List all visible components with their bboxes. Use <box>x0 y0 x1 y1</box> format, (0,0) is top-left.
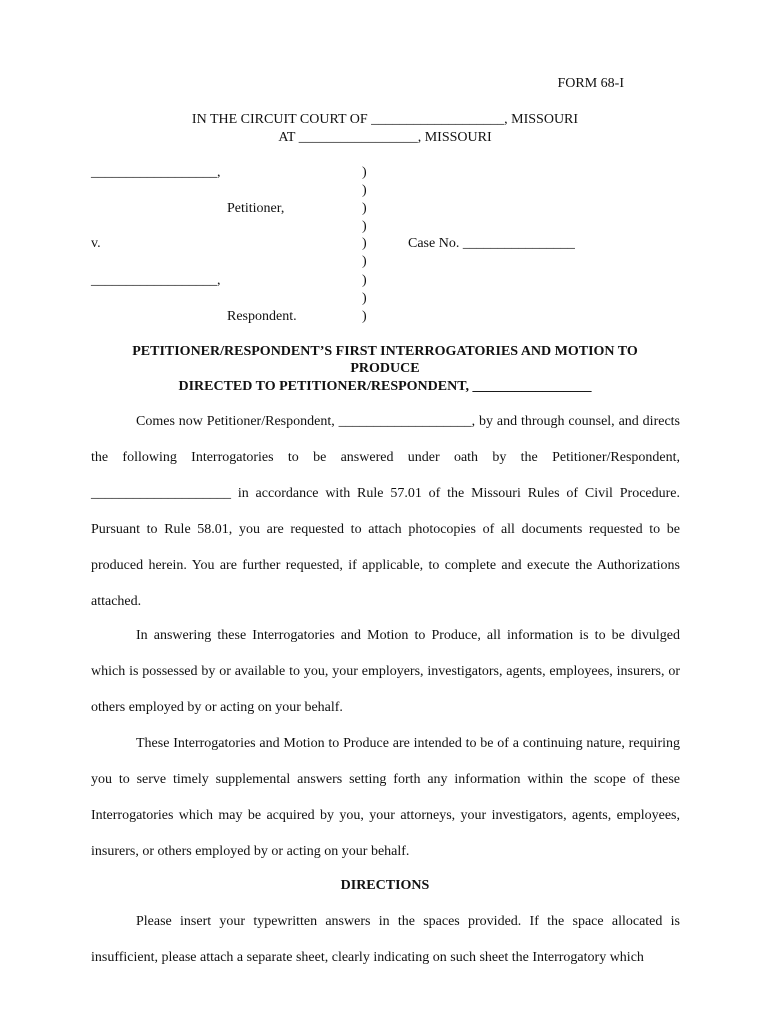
directions-heading: DIRECTIONS <box>340 878 430 893</box>
paragraph-intro <box>91 404 680 620</box>
paragraph-scope <box>91 618 680 726</box>
respondent-blank: __________________, <box>91 273 221 288</box>
caption-paren: ) <box>362 165 367 180</box>
caption-paren: ) <box>362 273 367 288</box>
caption-paren: ) <box>362 219 367 234</box>
petitioner-blank: __________________, <box>91 165 221 180</box>
form-number: FORM 68-I <box>557 76 624 91</box>
court-line-2: AT _________________, MISSOURI <box>278 130 492 145</box>
case-number: Case No. ________________ <box>408 236 575 251</box>
document-title-line-1: PETITIONER/RESPONDENT’S FIRST INTERROGATORIES AND MOTION TO <box>132 344 638 359</box>
caption-paren: ) <box>362 201 367 216</box>
paragraph-directions-text: Please insert your typewritten answers in the spaces provided. If the space allocated is insufficient, please attach a separate sheet, clearly indicating on such sheet the Interrogatory which <box>91 914 680 965</box>
versus: v. <box>91 236 101 251</box>
respondent-label: Respondent. <box>227 309 297 324</box>
caption-paren: ) <box>362 254 367 269</box>
paragraph-continuing-text: These Interrogatories and Motion to Produce are intended to be of a continuing nature, requiring you to serve timely supplemental answers setting forth any information within the scope of these Interrogatories which may be acquired by you, your attorneys, your investigators, agents, employees, insurers, or others employed by or acting on your behalf. <box>91 736 680 859</box>
paragraph-intro-text: Comes now Petitioner/Respondent, ___________________, by and through counsel, and directs the following Interrogatories to be answered under oath by the Petitioner/Respondent, ____________________ in accordance with Rule 57.01 of the Missouri Rules of Civil Procedure. Pursuant to Rule 58.01, you are requested to attach photocopies of all documents requested to be produced herein. You are further requested, if applicable, to complete and execute the Authorizations attached. <box>91 414 680 609</box>
caption-paren: ) <box>362 309 367 324</box>
paragraph-scope-text: In answering these Interrogatories and Motion to Produce, all information is to be divulged which is possessed by or available to you, your employers, investigators, agents, employees, insurers, or others employed by or acting on your behalf. <box>91 628 680 715</box>
caption-paren: ) <box>362 183 367 198</box>
paragraph-continuing <box>91 726 680 870</box>
document-title-line-2: PRODUCE <box>350 361 420 376</box>
caption-paren: ) <box>362 291 367 306</box>
document-title-line-3: DIRECTED TO PETITIONER/RESPONDENT, _________________ <box>178 379 592 394</box>
petitioner-label: Petitioner, <box>227 201 285 216</box>
paragraph-directions <box>91 904 680 976</box>
court-line-1: IN THE CIRCUIT COURT OF ___________________, MISSOURI <box>191 112 579 127</box>
caption-paren: ) <box>362 236 367 251</box>
